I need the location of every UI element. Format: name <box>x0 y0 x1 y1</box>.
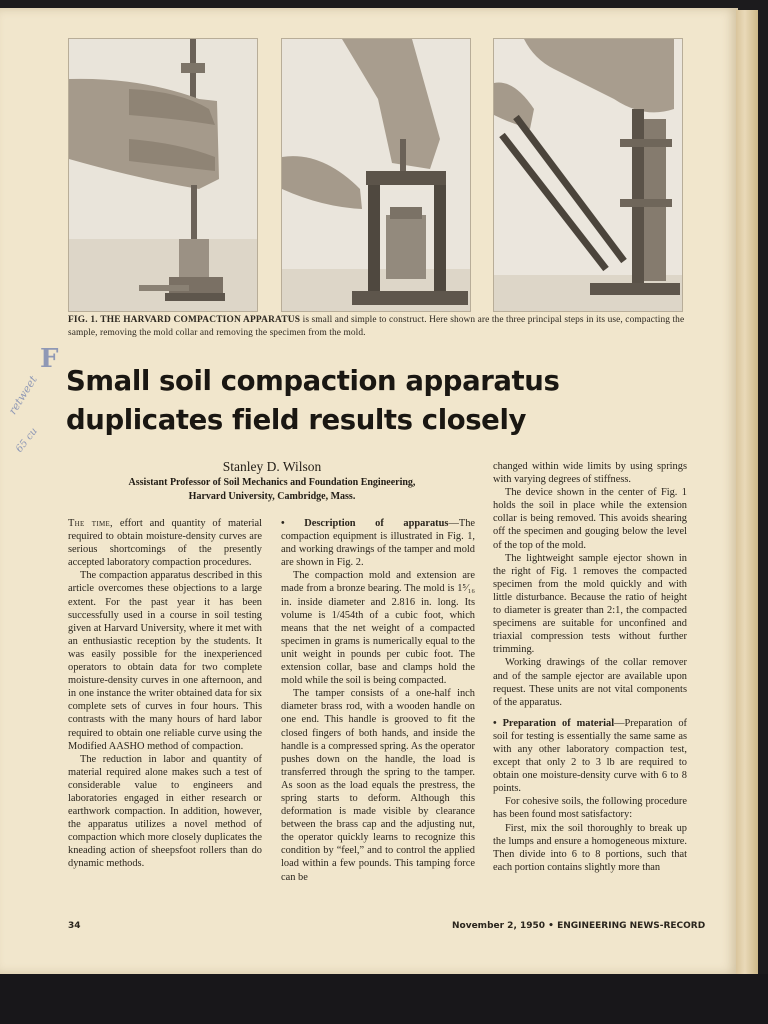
author-affiliation-1: Assistant Professor of Soil Mechanics and Foundation Engineering, <box>128 477 416 488</box>
article-column-3 <box>493 460 687 874</box>
paragraph: Working drawings of the collar remover and of the sample ejector are available upon request. These units are not vital components of the apparatus. <box>493 657 687 708</box>
photo-removing-specimen <box>493 38 683 312</box>
margin-scribble: 65 cu <box>14 425 40 455</box>
paragraph: • Description of apparatus—The compaction equipment is illustrated in Fig. 1, and working drawings of the tamper and mold are shown in Fig. 2. <box>281 518 475 569</box>
subhead-description: • Description of apparatus <box>281 518 449 529</box>
paragraph: The tamper consists of a one-half inch diameter brass rod, with a wooden handle on one end. This handle is grooved to fit the closed fingers of both hands, and inside the handle is a compressed spring. As the operator pushes down on the handle, the load is transferred through the spring to the tamper. As soon as the load equals the prestress, the spring starts to deform. Although this deformation is made visible by clearance between the brass cap and the adjusting nut, the operator quickly learns to recognize this condition by “feel,” and to control the applied load within a few pounds. This tamping force can be <box>281 688 475 883</box>
photo-removing-collar-illustration <box>282 39 470 311</box>
photo-compacting <box>68 38 258 312</box>
paragraph: The compaction apparatus described in this article overcomes these objections to a large extent. For the past year it has been successfully used in a course in soil testing given at Harvard University, where it met with an enthusiastic reception by the students. It was easily possible for the inexperienced operators to obtain data for two complete moisture-density curves in one afternoon, and in one instance the writer obtained data for six complete sets of curves in four hours. This contrasts with the many hours of hard labor required to obtain one reliable curve using the Modified AASHO method of compaction. <box>68 570 262 752</box>
figure-caption <box>68 314 696 340</box>
margin-letter: F <box>40 344 59 374</box>
scan-background <box>0 974 768 1024</box>
author-affiliation-2: Harvard University, Cambridge, Mass. <box>188 491 356 502</box>
page-edge <box>736 10 758 974</box>
publication-footer: November 2, 1950 • ENGINEERING NEWS-RECORD <box>452 921 706 931</box>
paragraph: The reduction in labor and quantity of material required alone makes such a test of considerable value to engineers and laboratories engaged in either research or earthwork compaction. In addition, however, the apparatus utilizes a novel method of compaction which more closely duplicates the kneading action of sheepsfoot rollers than do dynamic methods. <box>68 753 262 870</box>
paragraph: The time, effort and quantity of material required to obtain moisture-density curves are serious shortcomings of the presently accepted laboratory compaction procedures. <box>68 518 262 569</box>
headline-line-2: duplicates field results closely <box>66 404 526 436</box>
paragraph: The device shown in the center of Fig. 1 holds the soil in place while the extension collar is being removed. This avoids shearing off the specimen and gouging below the level of the top of the mold. <box>493 487 687 551</box>
paragraph: First, mix the soil thoroughly to break up the lumps and ensure a homogeneous mixture. Then divide into 6 to 8 portions, such that each portion contains slightly more than <box>493 822 687 873</box>
figure-title: THE HARVARD COMPACTION APPARATUS <box>100 315 301 325</box>
author-name: Stanley D. Wilson <box>222 459 322 474</box>
article-column-2 <box>281 517 475 884</box>
paragraph: The lightweight sample ejector shown in the right of Fig. 1 removes the compacted specimen from the mold quickly and with little disturbance. Because the ratio of height to diameter is greater than 2:1, the compacted specimens are suitable for unconfined and triaxial compression tests without further trimming. <box>493 552 687 656</box>
article-column-1 <box>68 517 262 871</box>
photo-compacting-illustration <box>69 39 257 311</box>
margin-scribble: retweet <box>6 373 40 417</box>
photo-removing-specimen-illustration <box>494 39 682 311</box>
paragraph: • Preparation of material—Preparation of soil for testing is essentially the same same as with any other laboratory compaction test, except that only 2 to 3 lb are required to obtain one moisture-density curve with 6 to 8 points. <box>493 717 687 795</box>
figure-label: FIG. 1. <box>68 315 98 325</box>
paragraph: changed within wide limits by using springs with varying degrees of stiffness. <box>493 461 687 486</box>
subhead-preparation: • Preparation of material <box>493 717 615 729</box>
article-headline <box>66 362 706 440</box>
photo-removing-collar <box>281 38 471 312</box>
paragraph: The compaction mold and extension are made from a bronze bearing. The mold is 1⁵⁄₁₆ in. inside diameter and 2.816 in. long. Its volume is 1/454th of a cubic foot, which means that the net weight of a compacted specimen in grams is numerically equal to the unit weight in pounds per cubic foot. The extension collar, base and clamps hold the mold while the soil is being compacted. <box>281 570 475 687</box>
paragraph: For cohesive soils, the following procedure has been found most satisfactory: <box>493 796 687 821</box>
byline <box>68 458 476 504</box>
lead-in: The time, <box>68 518 113 529</box>
figure-caption-text: is small and simple to construct. Here shown are the three principal steps in its use, compacting the sample, removing the mold collar and removing the specimen from the mold. <box>68 315 685 338</box>
headline-line-1: Small soil compaction apparatus <box>66 365 560 397</box>
page-number: 34 <box>68 921 81 931</box>
